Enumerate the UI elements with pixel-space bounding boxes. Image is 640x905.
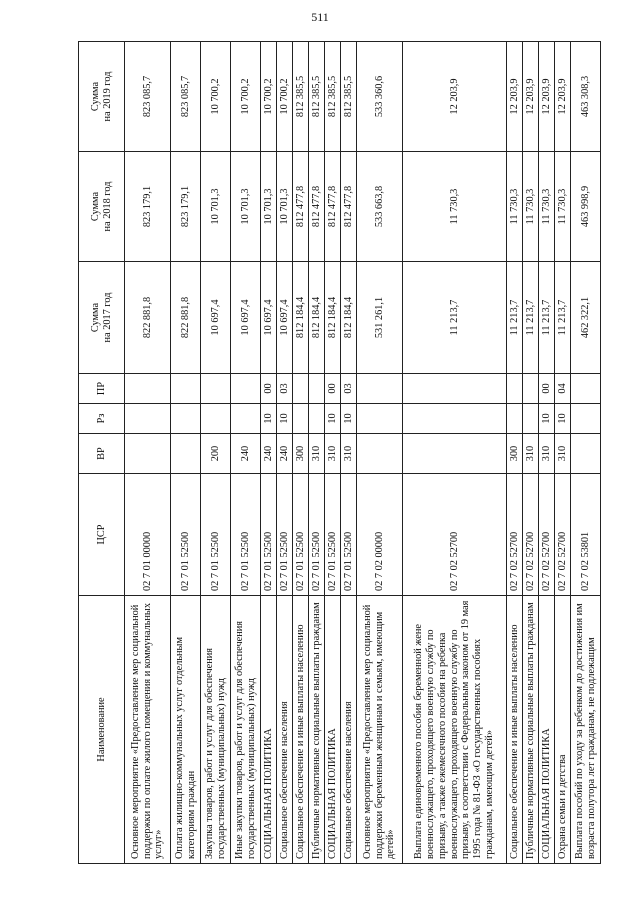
table-row bbox=[231, 42, 261, 864]
cell-y2017: 10 697,4 bbox=[201, 262, 231, 374]
cell-y2018: 463 998,9 bbox=[571, 152, 601, 262]
table-row bbox=[309, 42, 325, 864]
cell-vr bbox=[171, 434, 201, 474]
cell-pr bbox=[571, 374, 601, 404]
cell-vr: 240 bbox=[261, 434, 277, 474]
cell-pr bbox=[523, 374, 539, 404]
cell-rz bbox=[293, 404, 309, 434]
cell-rz bbox=[309, 404, 325, 434]
cell-y2019: 10 700,2 bbox=[201, 42, 231, 152]
cell-y2019: 12 203,9 bbox=[555, 42, 571, 152]
cell-y2019: 12 203,9 bbox=[539, 42, 555, 152]
table-row bbox=[555, 42, 571, 864]
cell-csr: 02 7 02 52700 bbox=[523, 474, 539, 596]
cell-y2017: 10 697,4 bbox=[231, 262, 261, 374]
table-row bbox=[357, 42, 403, 864]
table-row bbox=[293, 42, 309, 864]
cell-name: Выплата пособий по уходу за ребенком до достижения им возраста полутора лет гражданам, не подлежащим bbox=[571, 596, 601, 864]
cell-vr: 300 bbox=[293, 434, 309, 474]
cell-y2018: 812 477,8 bbox=[309, 152, 325, 262]
table-row bbox=[523, 42, 539, 864]
cell-y2017: 531 261,1 bbox=[357, 262, 403, 374]
table-row bbox=[171, 42, 201, 864]
cell-pr: 03 bbox=[341, 374, 357, 404]
rotated-table-container bbox=[78, 42, 597, 864]
cell-y2019: 812 385,5 bbox=[341, 42, 357, 152]
cell-y2017: 10 697,4 bbox=[277, 262, 293, 374]
cell-y2018: 823 179,1 bbox=[171, 152, 201, 262]
cell-csr: 02 7 02 52700 bbox=[539, 474, 555, 596]
cell-vr: 310 bbox=[539, 434, 555, 474]
cell-pr: 00 bbox=[261, 374, 277, 404]
cell-vr bbox=[403, 434, 507, 474]
cell-name: СОЦИАЛЬНАЯ ПОЛИТИКА bbox=[325, 596, 341, 864]
cell-y2019: 533 360,6 bbox=[357, 42, 403, 152]
column-header-csr: ЦСР bbox=[79, 474, 125, 596]
cell-y2017: 10 697,4 bbox=[261, 262, 277, 374]
cell-y2018: 11 730,3 bbox=[403, 152, 507, 262]
cell-vr bbox=[357, 434, 403, 474]
cell-rz bbox=[571, 404, 601, 434]
cell-name: Основное мероприятие «Предоставление мер социальной поддержки по оплате жилого помещения и коммунальных услуг» bbox=[125, 596, 171, 864]
cell-pr bbox=[201, 374, 231, 404]
cell-y2018: 11 730,3 bbox=[539, 152, 555, 262]
column-header-2019: Сумма на 2019 год bbox=[79, 42, 125, 152]
cell-y2017: 812 184,4 bbox=[341, 262, 357, 374]
cell-y2018: 10 701,3 bbox=[261, 152, 277, 262]
cell-y2017: 462 322,1 bbox=[571, 262, 601, 374]
cell-rz bbox=[403, 404, 507, 434]
table-row bbox=[325, 42, 341, 864]
cell-pr bbox=[171, 374, 201, 404]
cell-name: Публичные нормативные социальные выплаты гражданам bbox=[309, 596, 325, 864]
cell-y2019: 10 700,2 bbox=[277, 42, 293, 152]
cell-y2019: 812 385,5 bbox=[293, 42, 309, 152]
cell-y2019: 823 085,7 bbox=[171, 42, 201, 152]
cell-y2018: 812 477,8 bbox=[325, 152, 341, 262]
cell-y2019: 823 085,7 bbox=[125, 42, 171, 152]
cell-vr: 300 bbox=[507, 434, 523, 474]
cell-y2019: 812 385,5 bbox=[325, 42, 341, 152]
table-row bbox=[507, 42, 523, 864]
cell-pr bbox=[231, 374, 261, 404]
cell-y2019: 12 203,9 bbox=[403, 42, 507, 152]
column-header-vr: ВР bbox=[79, 434, 125, 474]
table-row bbox=[261, 42, 277, 864]
cell-y2018: 533 663,8 bbox=[357, 152, 403, 262]
cell-rz: 10 bbox=[555, 404, 571, 434]
table-row bbox=[403, 42, 507, 864]
cell-y2017: 11 213,7 bbox=[507, 262, 523, 374]
cell-pr bbox=[309, 374, 325, 404]
cell-csr: 02 7 01 52500 bbox=[293, 474, 309, 596]
cell-y2019: 10 700,2 bbox=[261, 42, 277, 152]
cell-y2018: 10 701,3 bbox=[201, 152, 231, 262]
table-row bbox=[539, 42, 555, 864]
cell-rz: 10 bbox=[341, 404, 357, 434]
cell-y2017: 11 213,7 bbox=[555, 262, 571, 374]
cell-pr: 03 bbox=[277, 374, 293, 404]
cell-y2019: 463 308,3 bbox=[571, 42, 601, 152]
cell-name: Социальное обеспечение и иные выплаты населению bbox=[507, 596, 523, 864]
cell-pr: 00 bbox=[539, 374, 555, 404]
cell-rz: 10 bbox=[325, 404, 341, 434]
cell-vr: 310 bbox=[325, 434, 341, 474]
cell-name: Выплата единовременного пособия беременной жене военнослужащего, проходящего военную службу по призыву, а также ежемесячного пособия на ребенка военнослужащего, проходящего военную службу по призыву, в соответствии с Федеральным законом от 19 мая 1995 года № 81-ФЗ «О государственных пособиях гражданам, имеющим детей» bbox=[403, 596, 507, 864]
cell-name: Социальное обеспечение населения bbox=[341, 596, 357, 864]
column-header-rz: Рз bbox=[79, 404, 125, 434]
cell-pr bbox=[403, 374, 507, 404]
cell-y2017: 11 213,7 bbox=[403, 262, 507, 374]
cell-y2019: 10 700,2 bbox=[231, 42, 261, 152]
table-row bbox=[125, 42, 171, 864]
cell-csr: 02 7 01 52500 bbox=[325, 474, 341, 596]
cell-name: Закупка товаров, работ и услуг для обеспечения государственных (муниципальных) нужд bbox=[201, 596, 231, 864]
cell-y2017: 822 881,8 bbox=[125, 262, 171, 374]
cell-vr: 200 bbox=[201, 434, 231, 474]
cell-name: Публичные нормативные социальные выплаты гражданам bbox=[523, 596, 539, 864]
cell-rz bbox=[125, 404, 171, 434]
cell-csr: 02 7 01 00000 bbox=[125, 474, 171, 596]
cell-csr: 02 7 01 52500 bbox=[231, 474, 261, 596]
cell-vr bbox=[571, 434, 601, 474]
cell-csr: 02 7 01 52500 bbox=[277, 474, 293, 596]
cell-y2017: 822 881,8 bbox=[171, 262, 201, 374]
table-header-row bbox=[79, 42, 125, 864]
table-row bbox=[201, 42, 231, 864]
cell-y2018: 812 477,8 bbox=[293, 152, 309, 262]
cell-name: Социальное обеспечение населения bbox=[277, 596, 293, 864]
cell-vr: 310 bbox=[309, 434, 325, 474]
cell-y2017: 11 213,7 bbox=[523, 262, 539, 374]
cell-csr: 02 7 02 00000 bbox=[357, 474, 403, 596]
cell-rz bbox=[201, 404, 231, 434]
cell-vr: 310 bbox=[341, 434, 357, 474]
cell-csr: 02 7 01 52500 bbox=[201, 474, 231, 596]
cell-pr bbox=[293, 374, 309, 404]
cell-csr: 02 7 01 52500 bbox=[341, 474, 357, 596]
cell-rz: 10 bbox=[261, 404, 277, 434]
cell-pr bbox=[507, 374, 523, 404]
cell-pr bbox=[357, 374, 403, 404]
cell-vr: 240 bbox=[231, 434, 261, 474]
cell-name: Социальное обеспечение и иные выплаты населению bbox=[293, 596, 309, 864]
cell-vr: 240 bbox=[277, 434, 293, 474]
column-header-2017: Сумма на 2017 год bbox=[79, 262, 125, 374]
cell-pr: 00 bbox=[325, 374, 341, 404]
cell-rz: 10 bbox=[539, 404, 555, 434]
cell-rz bbox=[171, 404, 201, 434]
column-header-2018: Сумма на 2018 год bbox=[79, 152, 125, 262]
cell-rz bbox=[357, 404, 403, 434]
cell-name: Оплата жилищно-коммунальных услуг отдельным категориям граждан bbox=[171, 596, 201, 864]
cell-y2017: 11 213,7 bbox=[539, 262, 555, 374]
cell-y2018: 10 701,3 bbox=[277, 152, 293, 262]
budget-table bbox=[78, 41, 601, 864]
cell-rz bbox=[523, 404, 539, 434]
cell-y2018: 11 730,3 bbox=[507, 152, 523, 262]
table-row bbox=[571, 42, 601, 864]
cell-name: Охрана семьи и детства bbox=[555, 596, 571, 864]
column-header-name: Наименование bbox=[79, 596, 125, 864]
cell-csr: 02 7 02 52700 bbox=[507, 474, 523, 596]
cell-y2019: 812 385,5 bbox=[309, 42, 325, 152]
cell-y2017: 812 184,4 bbox=[293, 262, 309, 374]
cell-y2018: 11 730,3 bbox=[523, 152, 539, 262]
page-number: 511 bbox=[311, 10, 329, 24]
cell-name: СОЦИАЛЬНАЯ ПОЛИТИКА bbox=[539, 596, 555, 864]
cell-pr bbox=[125, 374, 171, 404]
cell-csr: 02 7 01 52500 bbox=[261, 474, 277, 596]
cell-y2017: 812 184,4 bbox=[309, 262, 325, 374]
cell-vr: 310 bbox=[555, 434, 571, 474]
cell-y2018: 10 701,3 bbox=[231, 152, 261, 262]
cell-name: Основное мероприятие «Предоставление мер социальной поддержки беременным женщинам и семьям, имеющим детей» bbox=[357, 596, 403, 864]
cell-y2018: 812 477,8 bbox=[341, 152, 357, 262]
cell-csr: 02 7 02 52700 bbox=[555, 474, 571, 596]
cell-y2018: 11 730,3 bbox=[555, 152, 571, 262]
cell-y2019: 12 203,9 bbox=[507, 42, 523, 152]
cell-csr: 02 7 01 52500 bbox=[171, 474, 201, 596]
cell-csr: 02 7 02 52700 bbox=[403, 474, 507, 596]
cell-name: СОЦИАЛЬНАЯ ПОЛИТИКА bbox=[261, 596, 277, 864]
table-row bbox=[341, 42, 357, 864]
cell-rz bbox=[507, 404, 523, 434]
cell-rz bbox=[231, 404, 261, 434]
cell-y2019: 12 203,9 bbox=[523, 42, 539, 152]
cell-y2018: 823 179,1 bbox=[125, 152, 171, 262]
cell-csr: 02 7 02 53801 bbox=[571, 474, 601, 596]
cell-vr bbox=[125, 434, 171, 474]
cell-rz: 10 bbox=[277, 404, 293, 434]
table-row bbox=[277, 42, 293, 864]
column-header-pr: ПР bbox=[79, 374, 125, 404]
cell-csr: 02 7 01 52500 bbox=[309, 474, 325, 596]
table-body bbox=[125, 42, 601, 864]
cell-vr: 310 bbox=[523, 434, 539, 474]
cell-y2017: 812 184,4 bbox=[325, 262, 341, 374]
cell-name: Иные закупки товаров, работ и услуг для обеспечения государственных (муниципальных) нужд bbox=[231, 596, 261, 864]
cell-pr: 04 bbox=[555, 374, 571, 404]
